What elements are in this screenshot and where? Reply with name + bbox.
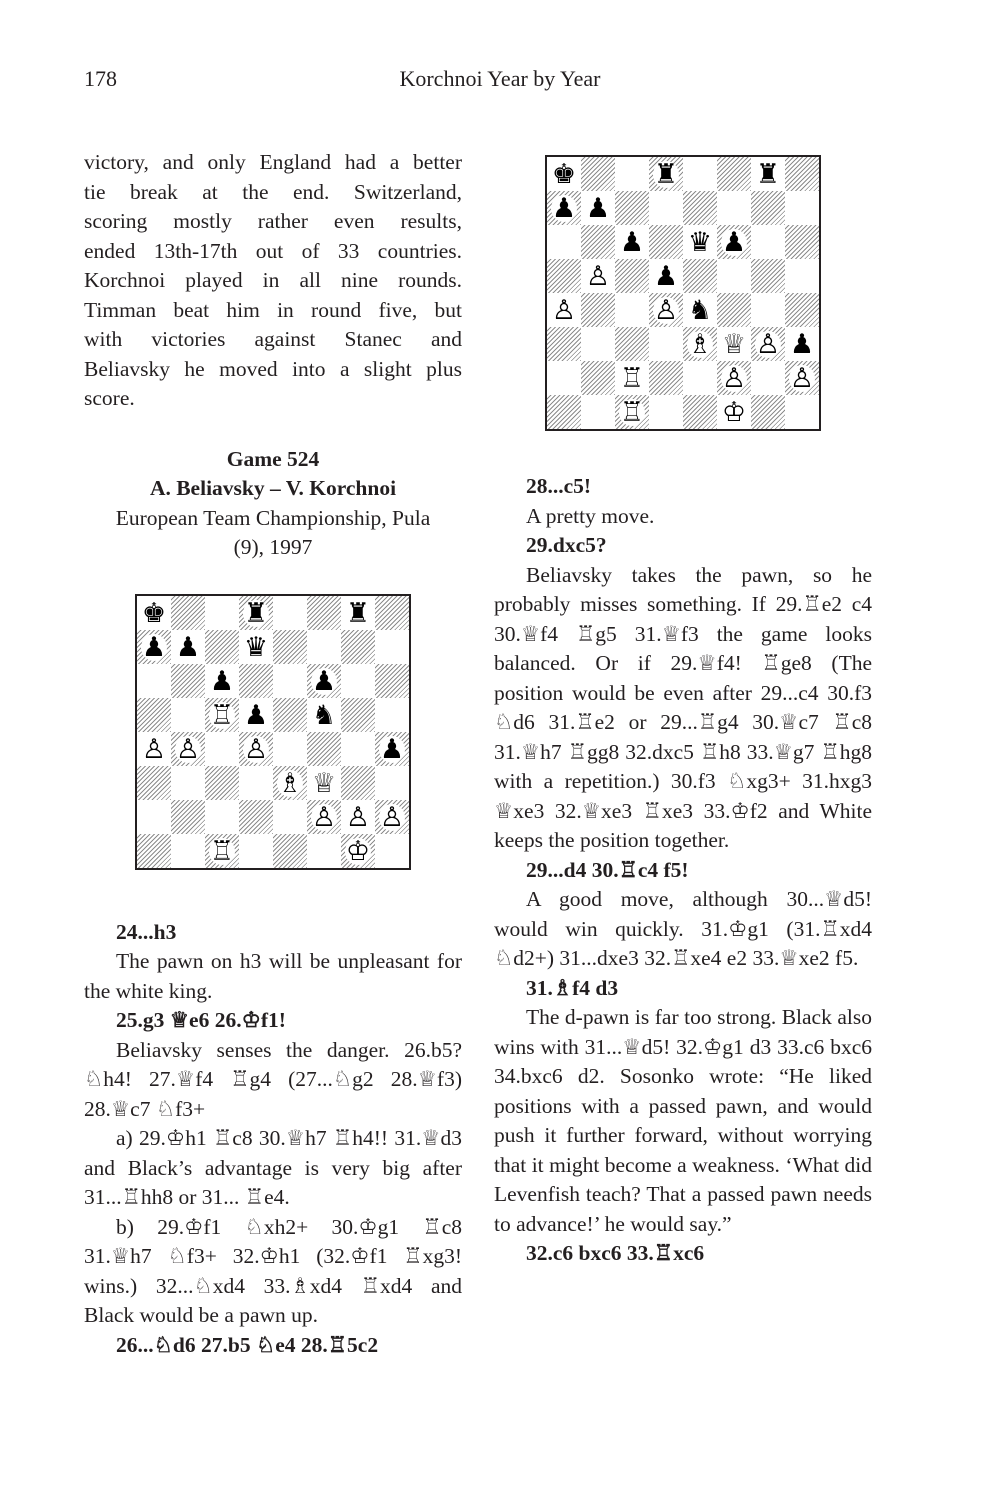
square-e2 [683, 361, 717, 395]
square-a8 [547, 157, 581, 191]
square-g4 [751, 293, 785, 327]
intro-line: Korchnoi played in all nine rounds. [84, 268, 462, 292]
square-b2 [171, 800, 205, 834]
square-f3 [307, 766, 341, 800]
commentary-paragraph: A pretty move. [526, 503, 655, 528]
chess-piece-icon: ♟ [311, 665, 337, 697]
square-a4 [547, 293, 581, 327]
square-c6 [205, 664, 239, 698]
square-b6 [171, 664, 205, 698]
square-h2 [785, 361, 819, 395]
running-title: Korchnoi Year by Year [399, 66, 601, 91]
square-f1 [717, 395, 751, 429]
square-h6 [375, 664, 409, 698]
square-h1 [375, 834, 409, 868]
chess-diagram-1 [135, 594, 411, 870]
chess-piece-icon: ♙ [653, 294, 679, 326]
square-b3 [581, 327, 615, 361]
square-a7 [547, 191, 581, 225]
square-g2 [341, 800, 375, 834]
chess-piece-icon: ♙ [551, 294, 577, 326]
square-f8 [717, 157, 751, 191]
square-c4 [615, 293, 649, 327]
square-b6 [581, 225, 615, 259]
square-f6 [717, 225, 751, 259]
chess-piece-icon: ♟ [721, 226, 747, 258]
square-a4 [137, 732, 171, 766]
square-e3 [683, 327, 717, 361]
square-b8 [171, 596, 205, 630]
chess-piece-icon: ♟ [379, 733, 405, 765]
square-e5 [683, 259, 717, 293]
square-b7 [581, 191, 615, 225]
square-f2 [717, 361, 751, 395]
game-number: Game 524 [226, 446, 320, 471]
chess-piece-icon: ♟ [243, 699, 269, 731]
square-c8 [205, 596, 239, 630]
intro-line: score. [84, 386, 135, 410]
variation-b: b) 29.♔f1 ♘xh2+ 30.♔g1 ♖c8 31.♕h7 ♘f3+ 32.♔h1 (32.♔f1 ♖xg3! wins.) 32...♘xd4 33.♗xd4 ♖xd4 and Black would be a pawn up. [84, 1214, 462, 1327]
square-f7 [717, 191, 751, 225]
square-a8 [137, 596, 171, 630]
square-e4 [273, 732, 307, 766]
square-a2 [547, 361, 581, 395]
square-g6 [751, 225, 785, 259]
square-h7 [785, 191, 819, 225]
move-heading: 28...c5! [526, 474, 592, 498]
square-h5 [375, 698, 409, 732]
chess-piece-icon: ♛ [687, 226, 713, 258]
square-g8 [341, 596, 375, 630]
square-h6 [785, 225, 819, 259]
square-f6 [307, 664, 341, 698]
chess-piece-icon: ♜ [345, 597, 371, 629]
intro-line: Timman beat him in round five, but [84, 297, 462, 322]
square-c5 [615, 259, 649, 293]
square-b1 [171, 834, 205, 868]
square-c7 [205, 630, 239, 664]
move-heading: 25.g3 ♕e6 26.♔f1! [116, 1008, 286, 1032]
square-f4 [717, 293, 751, 327]
square-g1 [751, 395, 785, 429]
square-c2 [615, 361, 649, 395]
square-b2 [581, 361, 615, 395]
chess-piece-icon: ♞ [687, 294, 713, 326]
square-a6 [547, 225, 581, 259]
square-d2 [649, 361, 683, 395]
intro-paragraph [84, 148, 462, 414]
square-f8 [307, 596, 341, 630]
square-c6 [615, 225, 649, 259]
square-e7 [273, 630, 307, 664]
square-g1 [341, 834, 375, 868]
chess-piece-icon: ♙ [243, 733, 269, 765]
chess-piece-icon: ♟ [653, 260, 679, 292]
square-c1 [205, 834, 239, 868]
square-h7 [375, 630, 409, 664]
chess-piece-icon: ♟ [619, 226, 645, 258]
square-e6 [683, 225, 717, 259]
square-f3 [717, 327, 751, 361]
move-heading: 26...♘d6 27.b5 ♘e4 28.♖5c2 [116, 1332, 379, 1357]
chess-piece-icon: ♟ [141, 631, 167, 663]
square-d1 [649, 395, 683, 429]
chess-piece-icon: ♛ [243, 631, 269, 663]
commentary-paragraph: Beliavsky senses the danger. 26.b5? ♘h4! 27.♕f4 ♖g4 (27...♘g2 28.♕f3) 28.♕c7 ♘f3+ [84, 1037, 462, 1121]
square-e3 [273, 766, 307, 800]
square-a5 [547, 259, 581, 293]
chess-piece-icon: ♕ [721, 328, 747, 360]
square-d6 [649, 225, 683, 259]
commentary-paragraph: Beliavsky takes the pawn, so he probably misses something. If 29.♖e2 c4 30.♕f4 ♖g5 31.♕f3 the game looks balanced. Or if 29.♕f4! ♖ge8 (The position would be even after 29...c4 30.f3 ♘d6 31.♖e2 or 29...♖g4 30.♕c7 ♖c8 31.♕h7 ♖gg8 32.dxc5 ♖h8 33.♕g7 ♖hg8 with a repetition.) 30.f3 ♘xg3+ 31.hxg3 ♕xe3 32.♕xe3 ♖xe3 33.♔f2 and White keeps the position together. [494, 562, 872, 852]
intro-line: scoring mostly rather even results, [84, 209, 462, 233]
square-b3 [171, 766, 205, 800]
square-a2 [137, 800, 171, 834]
intro-line: victory, and only England had a better [84, 150, 462, 174]
square-g7 [341, 630, 375, 664]
chess-piece-icon: ♟ [551, 192, 577, 224]
square-d6 [239, 664, 273, 698]
square-d1 [239, 834, 273, 868]
square-d3 [649, 327, 683, 361]
intro-line: ended 13th-17th out of 33 countries. [84, 238, 462, 263]
square-c3 [615, 327, 649, 361]
right-column [494, 472, 872, 1269]
square-h1 [785, 395, 819, 429]
square-a3 [547, 327, 581, 361]
chess-piece-icon: ♙ [755, 328, 781, 360]
game-round: (9), 1997 [233, 535, 313, 559]
chess-piece-icon: ♖ [619, 396, 645, 428]
square-e4 [683, 293, 717, 327]
chess-piece-icon: ♚ [141, 597, 167, 629]
square-h8 [375, 596, 409, 630]
square-a7 [137, 630, 171, 664]
square-a5 [137, 698, 171, 732]
move-heading: 29...d4 30.♖c4 f5! [526, 857, 689, 882]
chess-diagram-2 [545, 155, 821, 431]
square-d3 [239, 766, 273, 800]
square-b7 [171, 630, 205, 664]
square-e7 [683, 191, 717, 225]
chess-piece-icon: ♟ [209, 665, 235, 697]
square-a3 [137, 766, 171, 800]
chess-piece-icon: ♖ [209, 699, 235, 731]
square-f5 [717, 259, 751, 293]
square-e2 [273, 800, 307, 834]
chess-piece-icon: ♙ [585, 260, 611, 292]
chess-piece-icon: ♟ [789, 328, 815, 360]
square-f5 [307, 698, 341, 732]
intro-line: tie break at the end. Switzerland, [84, 179, 462, 204]
square-g3 [341, 766, 375, 800]
chess-piece-icon: ♔ [721, 396, 747, 428]
square-b4 [171, 732, 205, 766]
square-d4 [239, 732, 273, 766]
square-d8 [239, 596, 273, 630]
square-e1 [683, 395, 717, 429]
square-f1 [307, 834, 341, 868]
commentary-paragraph: The d-pawn is far too strong. Black also wins with 31...♕d5! 32.♔g1 d3 33.c6 bxc6 34.bxc6 d2. Sosonko wrote: “He liked positions with a passed pawn, and would push it further forward, without worrying that it might become a weakness. ‘What did Levenfish teach? That a passed pawn needs to advance!’ he would say.” [494, 1005, 872, 1236]
chess-piece-icon: ♙ [175, 733, 201, 765]
square-e1 [273, 834, 307, 868]
intro-line: Beliavsky he moved into a slight plus [84, 356, 462, 381]
chess-piece-icon: ♙ [311, 801, 337, 833]
chess-piece-icon: ♟ [175, 631, 201, 663]
square-a6 [137, 664, 171, 698]
square-b8 [581, 157, 615, 191]
square-d4 [649, 293, 683, 327]
square-f2 [307, 800, 341, 834]
square-a1 [547, 395, 581, 429]
move-heading: 24...h3 [116, 919, 177, 944]
square-c8 [615, 157, 649, 191]
square-e8 [683, 157, 717, 191]
chess-piece-icon: ♚ [551, 158, 577, 190]
square-c1 [615, 395, 649, 429]
square-g5 [341, 698, 375, 732]
chess-piece-icon: ♙ [379, 801, 405, 833]
chess-piece-icon: ♜ [653, 158, 679, 190]
square-h3 [375, 766, 409, 800]
square-h5 [785, 259, 819, 293]
chess-piece-icon: ♙ [721, 362, 747, 394]
square-h8 [785, 157, 819, 191]
square-h4 [785, 293, 819, 327]
square-b1 [581, 395, 615, 429]
intro-line: with victories against Stanec and [84, 327, 462, 351]
chess-piece-icon: ♞ [311, 699, 337, 731]
chess-piece-icon: ♙ [345, 801, 371, 833]
square-h4 [375, 732, 409, 766]
square-a1 [137, 834, 171, 868]
chess-piece-icon: ♖ [209, 835, 235, 867]
square-b4 [581, 293, 615, 327]
square-g2 [751, 361, 785, 395]
move-heading: 32.c6 bxc6 33.♖xc6 [526, 1241, 705, 1265]
game-event: European Team Championship, Pula [115, 505, 431, 530]
move-heading: 29.dxc5? [526, 533, 607, 557]
square-d8 [649, 157, 683, 191]
square-f4 [307, 732, 341, 766]
square-f7 [307, 630, 341, 664]
chess-piece-icon: ♙ [141, 733, 167, 765]
square-h2 [375, 800, 409, 834]
square-e8 [273, 596, 307, 630]
square-h3 [785, 327, 819, 361]
square-b5 [581, 259, 615, 293]
chess-piece-icon: ♗ [687, 328, 713, 360]
chess-piece-icon: ♖ [619, 362, 645, 394]
chess-piece-icon: ♜ [755, 158, 781, 190]
square-g3 [751, 327, 785, 361]
move-heading: 31.♗f4 d3 [526, 975, 619, 1000]
square-c5 [205, 698, 239, 732]
chess-piece-icon: ♜ [243, 597, 269, 629]
chess-piece-icon: ♕ [311, 767, 337, 799]
commentary-paragraph: A good move, although 30...♕d5! would win quickly. 31.♔g1 (31.♖xd4 ♘d2+) 31...dxe3 32.♖xe4 e2 33.♕xe2 f5. [494, 887, 872, 970]
square-g8 [751, 157, 785, 191]
square-c2 [205, 800, 239, 834]
square-b5 [171, 698, 205, 732]
square-c7 [615, 191, 649, 225]
variation-a: a) 29.♔h1 ♖c8 30.♕h7 ♖h4!! 31.♕d3 and Black’s advantage is very big after 31...♖hh8 or 31... ♖e4. [84, 1126, 462, 1209]
square-d7 [649, 191, 683, 225]
square-d7 [239, 630, 273, 664]
square-c4 [205, 732, 239, 766]
chess-piece-icon: ♙ [789, 362, 815, 394]
square-c3 [205, 766, 239, 800]
chess-piece-icon: ♔ [345, 835, 371, 867]
square-e6 [273, 664, 307, 698]
game-players: A. Beliavsky – V. Korchnoi [149, 476, 397, 500]
square-d5 [239, 698, 273, 732]
square-g6 [341, 664, 375, 698]
square-e5 [273, 698, 307, 732]
square-d5 [649, 259, 683, 293]
page-number: 178 [84, 66, 117, 91]
chess-piece-icon: ♗ [277, 767, 303, 799]
square-g7 [751, 191, 785, 225]
square-d2 [239, 800, 273, 834]
commentary-paragraph: The pawn on h3 will be unpleasant for the white king. [84, 949, 462, 1003]
square-g5 [751, 259, 785, 293]
chess-piece-icon: ♟ [585, 192, 611, 224]
square-g4 [341, 732, 375, 766]
